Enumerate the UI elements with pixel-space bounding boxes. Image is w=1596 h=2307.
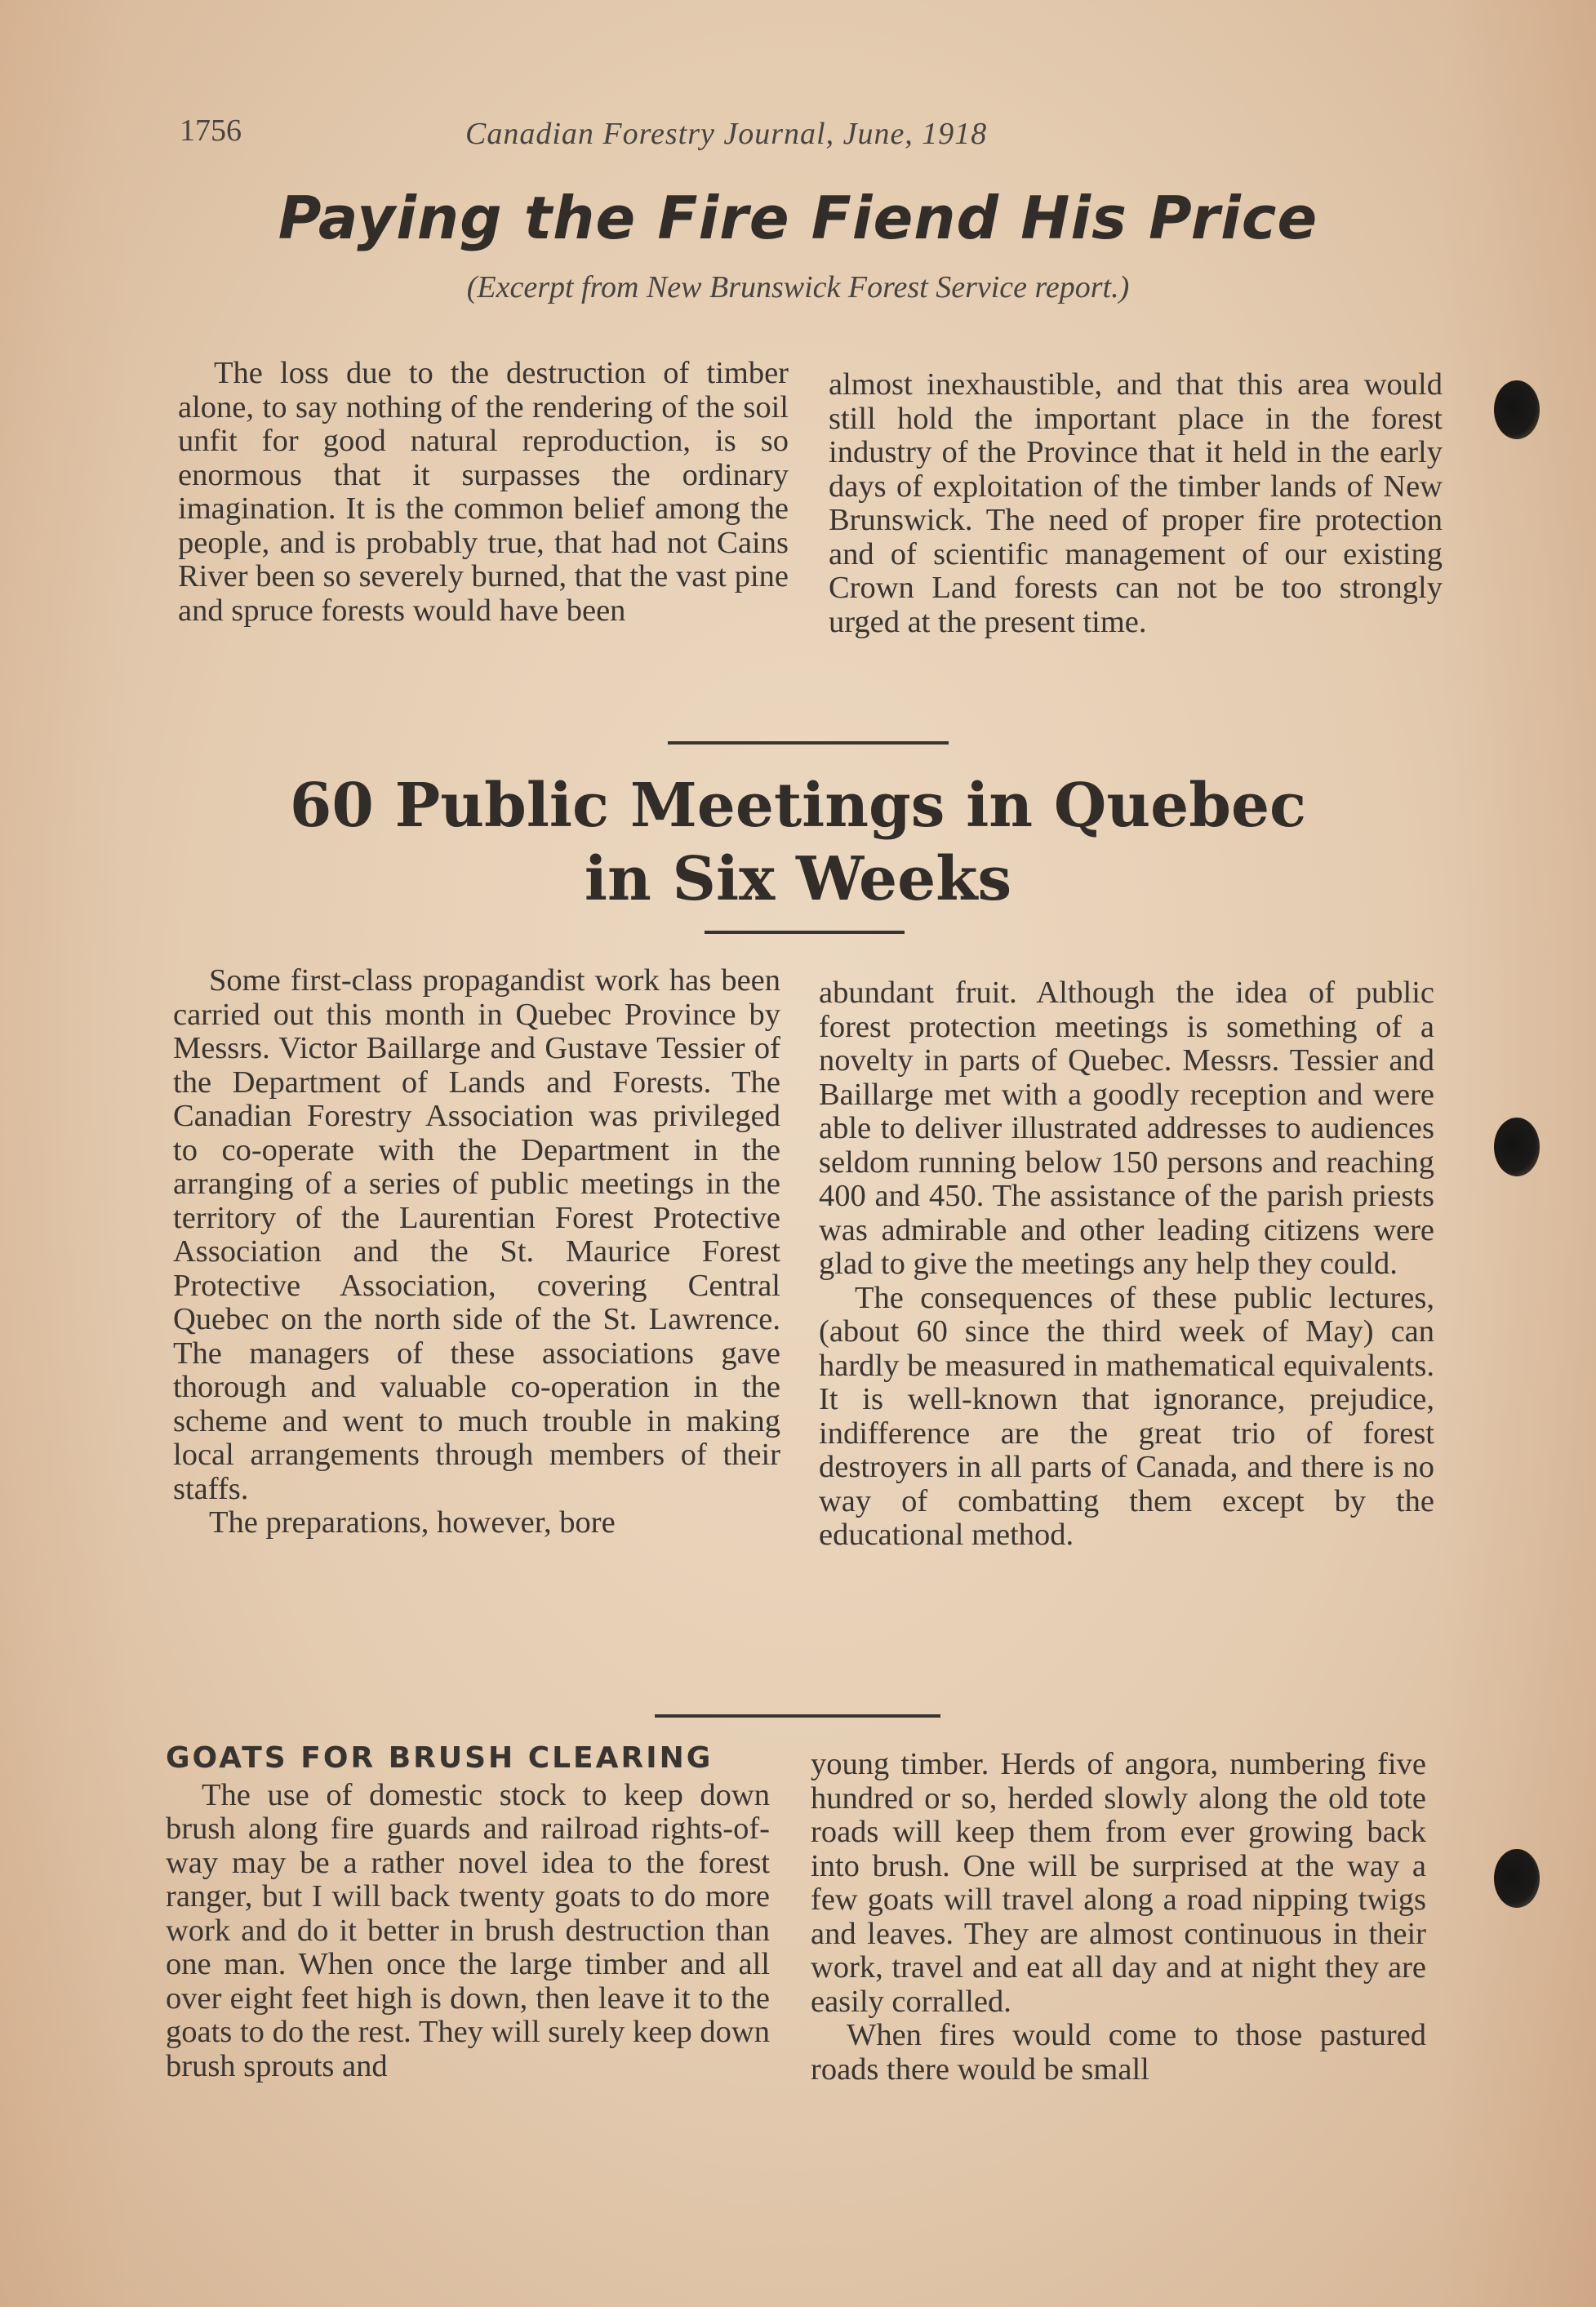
article2-paragraph-2: The preparations, however, bore: [209, 1505, 616, 1540]
article1-column-right: [829, 368, 1443, 639]
article-title-quebec-line2: in Six Weeks: [584, 844, 1012, 914]
title-underline: [705, 931, 905, 934]
article2-paragraph-4: The consequences of these public lectures, (about 60 since the third week of May) can hardly be measured in mathematical equivalents. It is well-known that ignorance, prejudice, indifference are the great trio of forest destroyers in all parts of Canada, and there is no way of combatting them except by the educational method.: [819, 1280, 1434, 1552]
article3-column-left: [166, 1741, 770, 2083]
article2-column-left: [173, 964, 780, 1540]
article3-column-right: [811, 1748, 1426, 2087]
binder-hole-icon: [1494, 380, 1540, 439]
article-title-fire-fiend: Paying the Fire Fiend His Price: [278, 184, 1318, 252]
section-divider: [655, 1714, 940, 1718]
article3-paragraph-2: young timber. Herds of angora, numbering five hundred or so, herded slowly along the old tote roads will keep them from ever growing back into brush. One will be surprised at the way a few goats will travel along a road nipping twigs and leaves. They are almost continuous in their work, travel and eat all day and at night they are easily corralled.: [811, 1747, 1426, 2019]
article-title-quebec-line1: 60 Public Meetings in Quebec: [289, 771, 1307, 841]
article1-paragraph-continued: almost inexhaustible, and that this area would still hold the important place in the forest industry of the Province that it held in the early days of exploitation of the timber lands of New Brunswick. The need of proper fire protection and of scientific management of our existing Crown Land forests can not be too strongly urged at the present time.: [829, 367, 1443, 639]
running-head: [180, 113, 1380, 162]
article3-paragraph-1: The use of domestic stock to keep down brush along fire guards and railroad rights-of-way may be a rather novel idea to the forest ranger, but I will back twenty goats to do more work and do it better in brush destruction than one man. When once the large timber and all over eight feet high is down, then leave it to the goats to do the rest. They will surely keep down brush sprouts and: [166, 1777, 770, 2083]
article2-paragraph-3: abundant fruit. Although the idea of public forest protection meetings is something of a novelty in parts of Quebec. Messrs. Tessier and Baillarge met with a goodly reception and were able to deliver illustrated addresses to audiences seldom running below 150 persons and reaching 400 and 450. The assistance of the parish priests was admirable and other leading citizens were glad to give the meetings any help they could.: [819, 976, 1434, 1281]
page-number: 1756: [180, 113, 242, 148]
binder-hole-icon: [1494, 1118, 1540, 1176]
binder-hole-icon: [1494, 1849, 1540, 1908]
journal-title: Canadian Forestry Journal, June, 1918: [465, 117, 988, 151]
article3-heading: GOATS FOR BRUSH CLEARING: [166, 1741, 714, 1775]
article2-paragraph-1: Some first-class propagandist work has been carried out this month in Quebec Province by Messrs. Victor Baillarge and Gustave Tessier of the Department of Lands and Forests. The Canadian Forestry Association was privileged to co-operate with the Department in the arranging of a series of public meetings in the territory of the Laurentian Forest Protective Association and the St. Maurice Forest Protective Association, covering Central Quebec on the north side of the St. Lawrence. The managers of these associations gave thorough and valuable co-operation in the scheme and went to much trouble in making local arrangements through members of their staffs.: [173, 963, 780, 1506]
article2-column-right: [819, 976, 1434, 1553]
article1-column-left: [178, 357, 789, 628]
article-subtitle: (Excerpt from New Brunswick Forest Service report.): [466, 270, 1130, 304]
article3-paragraph-3: When fires would come to those pastured roads there would be small: [811, 2018, 1426, 2087]
article1-paragraph: The loss due to the destruction of timber alone, to say nothing of the rendering of the soil unfit for good natural reproduction, is so enormous that it surpasses the ordinary imagination. It is the common belief among the people, and is probably true, that had not Cains River been so severely burned, that the vast pine and spruce forests would have been: [178, 356, 789, 628]
section-divider: [668, 741, 949, 745]
